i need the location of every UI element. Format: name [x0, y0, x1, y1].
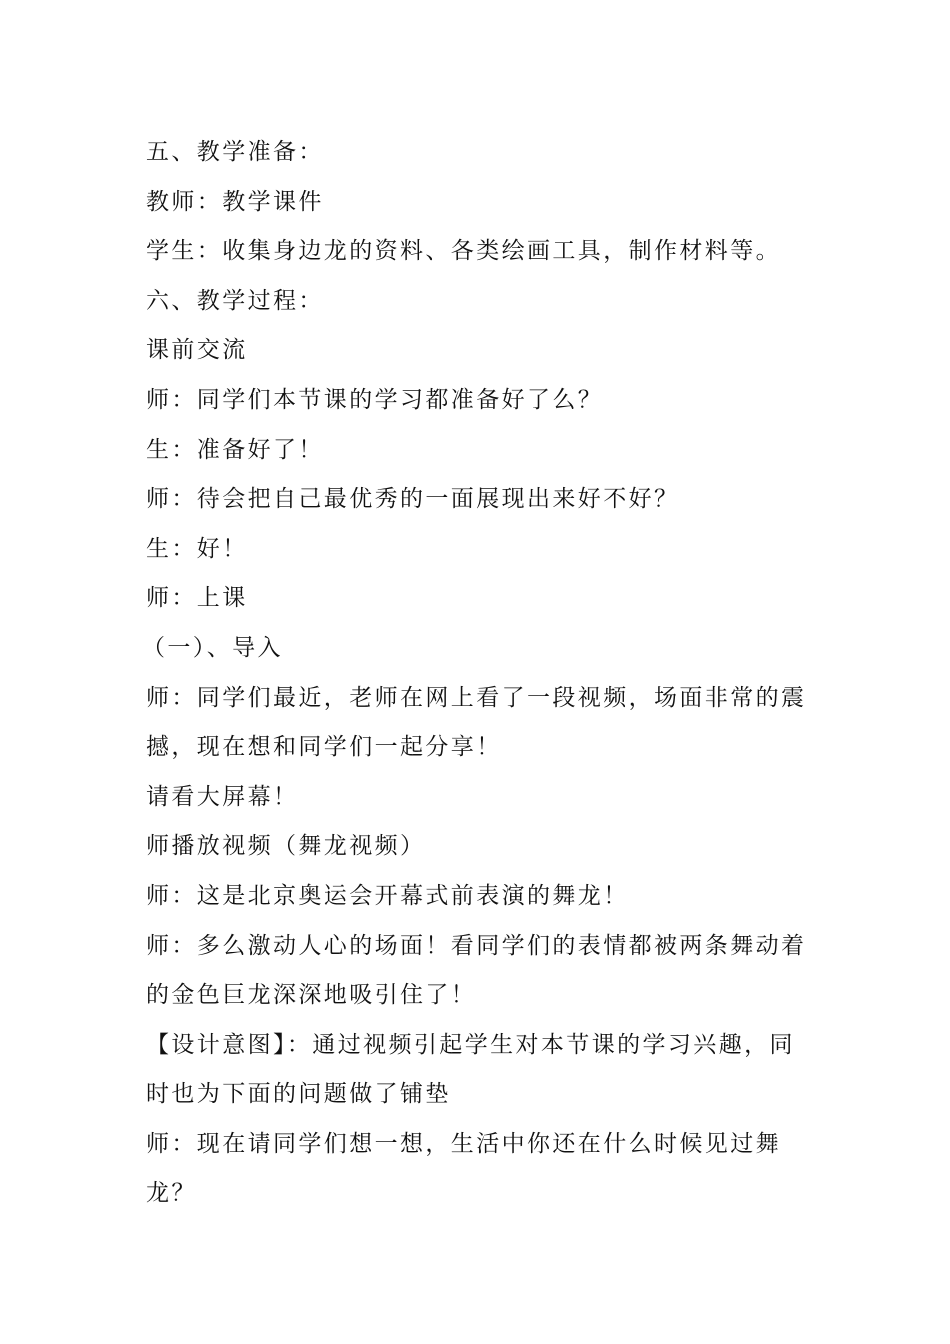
paragraph-pre-class: 课前交流 — [146, 337, 248, 364]
dialogue-line: 生：准备好了！ — [146, 436, 324, 463]
document-body — [142, 128, 810, 1219]
dialogue-line: 生：好！ — [146, 535, 248, 562]
dialogue-line: 请看大屏幕！ — [146, 783, 299, 810]
dialogue-line: 师：待会把自己最优秀的一面展现出来好不好？ — [146, 486, 680, 513]
dialogue-line: 师：同学们本节课的学习都准备好了么？ — [146, 386, 604, 413]
dialogue-line: 师：同学们最近，老师在网上看了一段视频，场面非常的震撼，现在想和同学们一起分享！ — [146, 684, 807, 761]
dialogue-line: 师：多么激动人心的场面！看同学们的表情都被两条舞动着的金色巨龙深深地吸引住了！ — [146, 932, 807, 1009]
paragraph-student-materials: 学生：收集身边龙的资料、各类绘画工具，制作材料等。 — [146, 238, 781, 265]
dialogue-line: 师播放视频（舞龙视频） — [146, 833, 426, 860]
section-heading-process: 六、教学过程： — [146, 287, 324, 314]
dialogue-line: 师：上课 — [146, 585, 248, 612]
section-heading-preparation: 五、教学准备： — [146, 139, 324, 165]
dialogue-line: 师：这是北京奥运会开幕式前表演的舞龙！ — [146, 882, 629, 909]
subsection-heading-intro: （一）、导入 — [142, 634, 283, 661]
design-intent-note: 【设计意图】：通过视频引起学生对本节课的学习兴趣，同时也为下面的问题做了铺垫 — [146, 1031, 795, 1108]
paragraph-teacher-materials: 教师：教学课件 — [146, 188, 324, 215]
dialogue-line: 师：现在请同学们想一想，生活中你还在什么时候见过舞龙？ — [146, 1130, 781, 1207]
